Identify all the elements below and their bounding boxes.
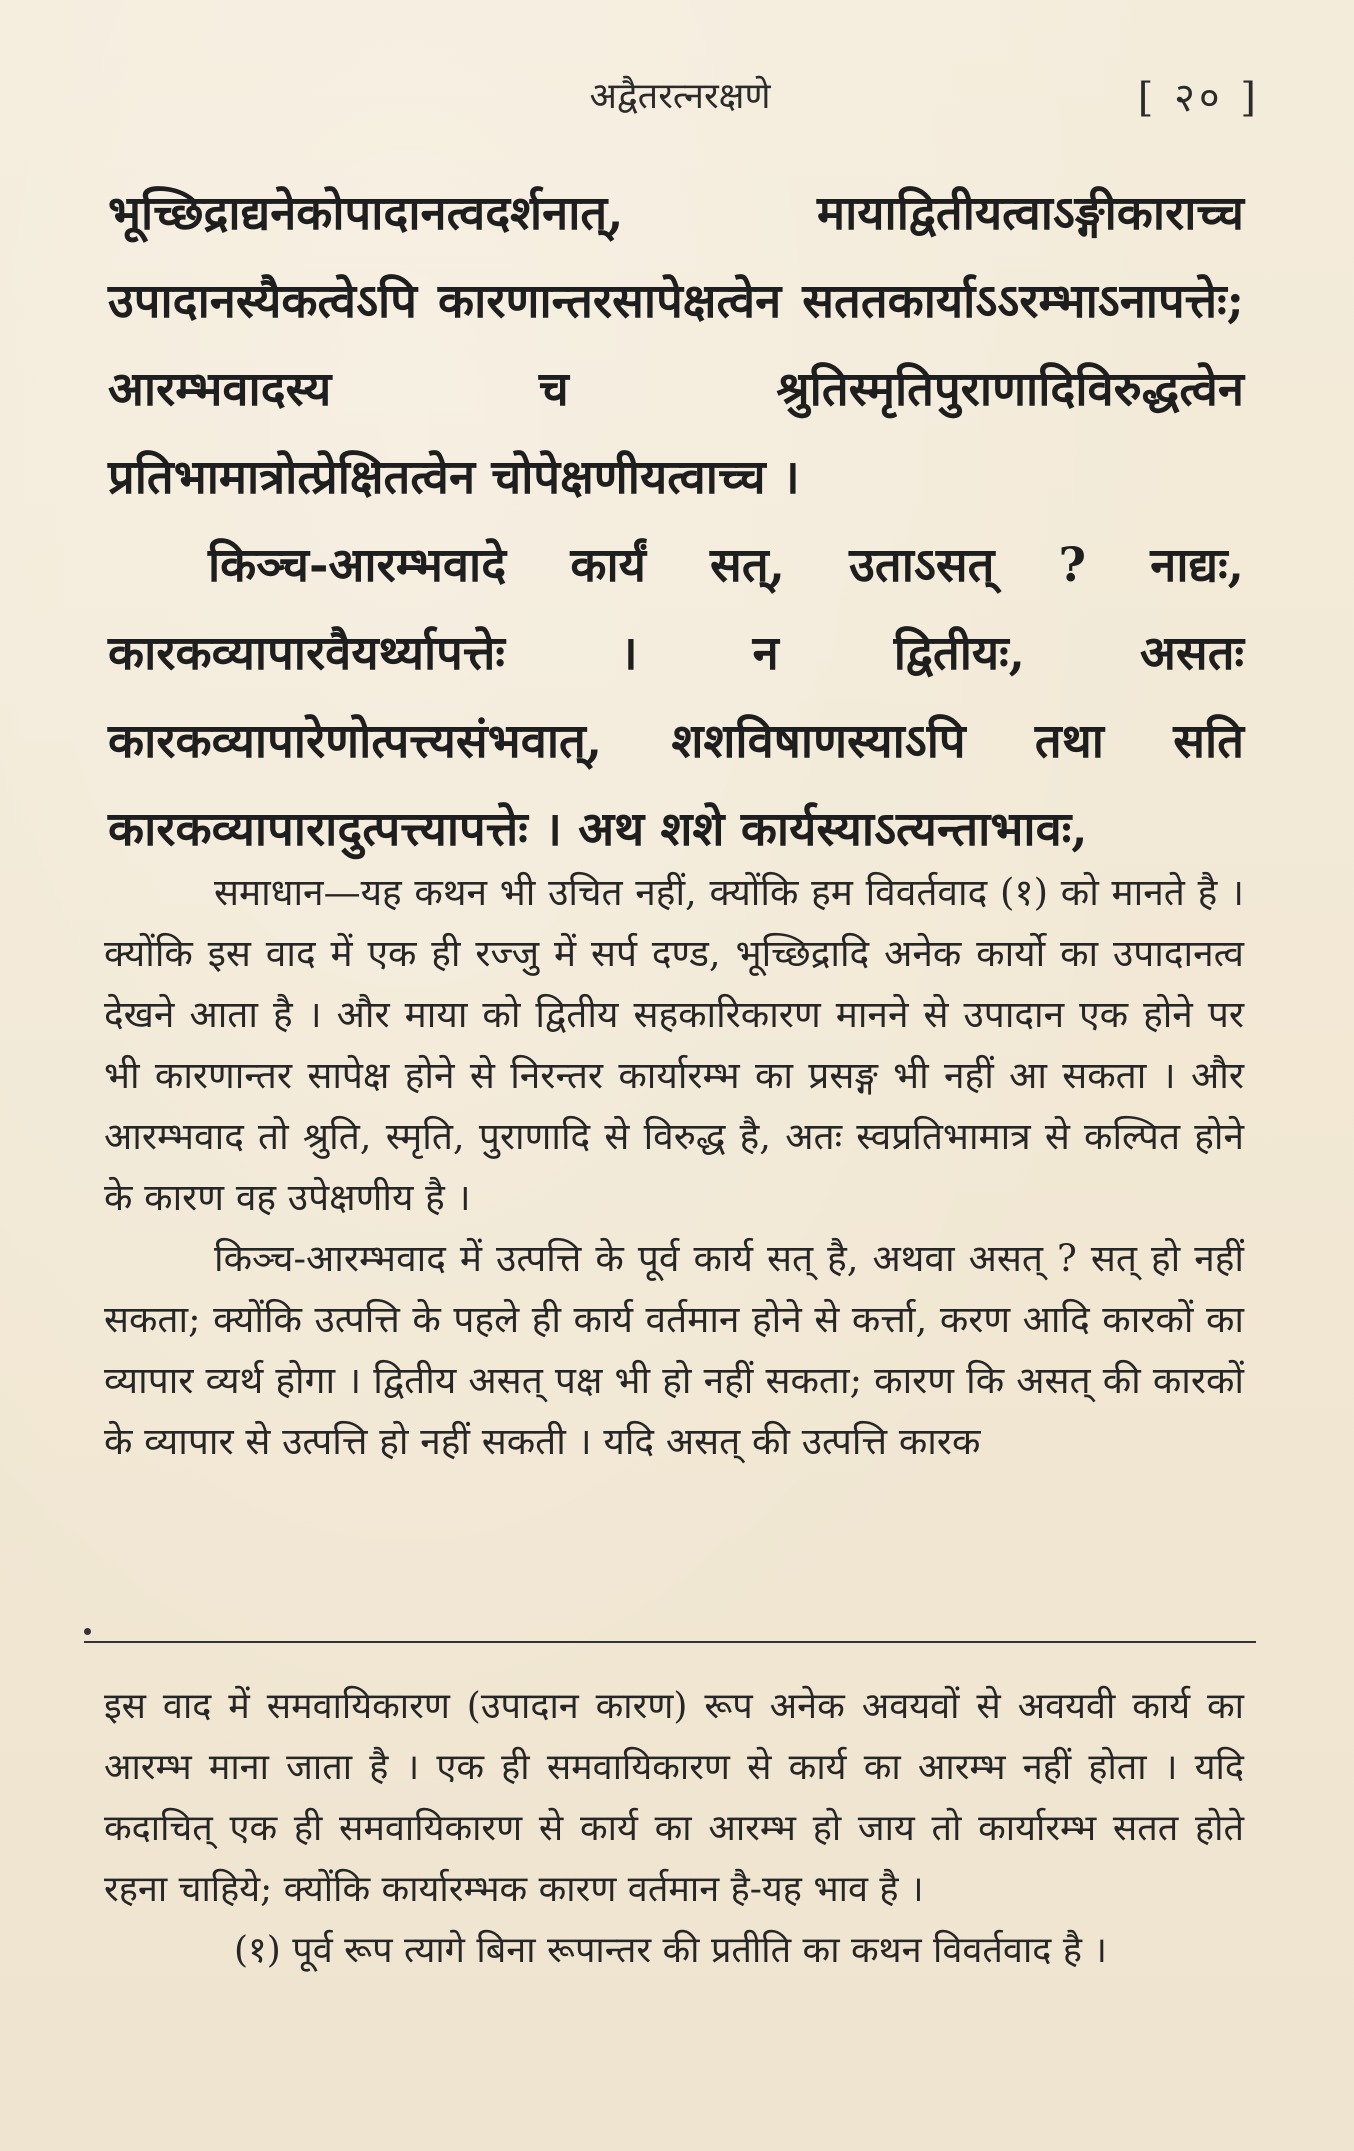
page-number: [ २० ] [1137, 75, 1260, 121]
footnote-separator-rule [84, 1641, 1256, 1643]
hindi-paragraph: समाधान—यह कथन भी उचित नहीं, क्योंकि हम विवर्तवाद (१) को मानते है । क्योंकि इस वाद में एक ही रज्जु में सर्प दण्ड, भूच्छिद्रादि अनेक कार्यो का उपादानत्व देखने आता है । और माया को द्वितीय सहकारिकारण मानने से उपादान एक होने पर भी कारणान्तर सापेक्ष होने से निरन्तर कार्यारम्भ का प्रसङ्ग भी नहीं आ सकता । और आरम्भवाद तो श्रुति, स्मृति, पुराणादि से विरुद्ध है, अतः स्वप्रतिभामात्र से कल्पित होने के कारण वह उपेक्षणीय है । [104, 871, 1244, 1219]
footnotes-block [104, 1676, 1244, 1981]
hindi-paragraph: किञ्च-आरम्भवाद में उत्पत्ति के पूर्व कार्य सत् है, अथवा असत् ? सत् हो नहीं सकता; क्योंकि उत्पत्ति के पहले ही कार्य वर्तमान होने से कर्त्ता, करण आदि कारकों का व्यापार व्यर्थ होगा । द्वितीय असत् पक्ष भी हो नहीं सकता; कारण कि असत् की कारकों के व्यापार से उत्पत्ति हो नहीं सकती । यदि असत् की उत्पत्ति कारक [104, 1237, 1244, 1463]
footnote-paragraph: इस वाद में समवायिकारण (उपादान कारण) रूप अनेक अवयवों से अवयवी कार्य का आरम्भ माना जाता है । एक ही समवायिकारण से कार्य का आरम्भ नहीं होता । यदि कदाचित् एक ही समवायिकारण से कार्य का आरम्भ हो जाय तो कार्यारम्भ सतत होते रहना चाहिये; क्योंकि कार्यारम्भक कारण वर्तमान है-यह भाव है । [104, 1686, 1244, 1910]
footnote-paragraph: (१) पूर्व रूप त्यागे बिना रूपान्तर की प्रतीति का कथन विवर्तवाद है । [234, 1930, 1108, 1971]
sanskrit-text-block [108, 170, 1244, 874]
footnote-rule-dot [84, 1628, 91, 1635]
page-header [100, 62, 1260, 122]
running-title: अद्वैतरत्नरक्षणे [589, 76, 771, 117]
hindi-commentary-block [104, 862, 1244, 1472]
sanskrit-paragraph: भूच्छिद्राद्यनेकोपादानत्वदर्शनात्, मायाद्वितीयत्वाऽङ्गीकाराच्च उपादानस्यैकत्वेऽपि कारणान्तरसापेक्षत्वेन सततकार्याऽऽरम्भाऽनापत्तेः; आरम्भवादस्य च श्रुतिस्मृतिपुराणादिविरुद्धत्वेन प्रतिभामात्रोत्प्रेक्षितत्वेन चोपेक्षणीयत्वाच्च । [108, 186, 1244, 505]
sanskrit-paragraph: किञ्च-आरम्भवादे कार्यं सत्, उताऽसत् ? नाद्यः, कारकव्यापारवैयर्थ्यापत्तेः । न द्वितीयः, असतः कारकव्यापारेणोत्पत्त्यसंभवात्, शशविषाणस्याऽपि तथा सति कारकव्यापारादुत्पत्त्यापत्तेः । अथ शशे कार्यस्याऽत्यन्ताभावः, [108, 538, 1244, 857]
